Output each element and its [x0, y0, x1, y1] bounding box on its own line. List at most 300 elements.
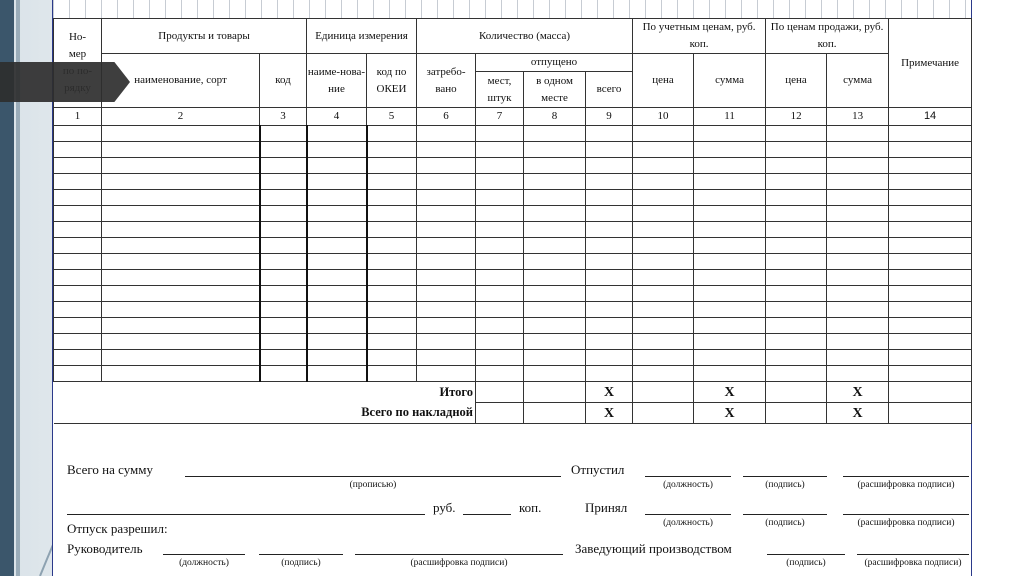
table-cell[interactable] [889, 206, 972, 222]
table-cell[interactable] [307, 190, 367, 206]
total-cell[interactable] [633, 403, 694, 424]
decoding-caption: (расшифровка подписи) [857, 480, 955, 490]
table-cell[interactable] [476, 238, 524, 254]
table-cell[interactable] [54, 222, 102, 238]
manager-signature-field[interactable] [767, 540, 845, 555]
table-cell[interactable] [524, 206, 586, 222]
table-cell[interactable] [54, 206, 102, 222]
col-num: 13 [827, 108, 889, 126]
total-cell[interactable] [766, 382, 827, 403]
table-cell[interactable] [633, 222, 694, 238]
decoding-caption: (расшифровка подписи) [857, 518, 955, 528]
table-cell[interactable] [417, 190, 476, 206]
table-cell[interactable] [633, 206, 694, 222]
table-cell[interactable] [827, 238, 889, 254]
table-cell[interactable] [766, 126, 827, 142]
table-cell[interactable] [102, 158, 260, 174]
table-cell[interactable] [827, 206, 889, 222]
table-cell[interactable] [827, 142, 889, 158]
table-row [54, 142, 972, 158]
sum-in-words-field[interactable] [185, 462, 561, 477]
total-cell[interactable] [889, 403, 972, 424]
table-cell[interactable] [260, 238, 307, 254]
table-cell[interactable] [476, 222, 524, 238]
table-cell[interactable] [307, 302, 367, 318]
table-cell[interactable] [476, 142, 524, 158]
table-cell[interactable] [586, 366, 633, 382]
table-cell[interactable] [367, 126, 417, 142]
number-label: Но-мер [68, 31, 87, 60]
table-cell[interactable] [260, 206, 307, 222]
itogo-row [54, 382, 972, 403]
table-cell[interactable] [524, 350, 586, 366]
table-cell[interactable] [889, 126, 972, 142]
table-cell[interactable] [54, 238, 102, 254]
x-mark: Х [586, 382, 633, 403]
table-cell[interactable] [694, 350, 766, 366]
table-cell[interactable] [827, 350, 889, 366]
table-cell[interactable] [586, 254, 633, 270]
per-place-header: в одном месте [524, 72, 586, 108]
release-allowed-label: Отпуск разрешил: [67, 521, 168, 536]
received-by-label: Принял [585, 500, 628, 515]
table-cell[interactable] [307, 142, 367, 158]
goods-table [53, 18, 972, 424]
table-cell[interactable] [827, 158, 889, 174]
table-cell[interactable] [586, 302, 633, 318]
table-cell[interactable] [417, 142, 476, 158]
received-signature-field[interactable] [743, 500, 827, 515]
table-cell[interactable] [102, 238, 260, 254]
table-cell[interactable] [54, 254, 102, 270]
table-cell[interactable] [367, 270, 417, 286]
name-grade-header: наименование, сорт [102, 54, 260, 108]
table-cell[interactable] [766, 254, 827, 270]
table-cell[interactable] [827, 318, 889, 334]
table-cell[interactable] [524, 174, 586, 190]
table-cell[interactable] [694, 254, 766, 270]
table-cell[interactable] [476, 126, 524, 142]
table-cell[interactable] [524, 254, 586, 270]
table-cell[interactable] [633, 286, 694, 302]
table-cell[interactable] [102, 334, 260, 350]
table-cell[interactable] [766, 366, 827, 382]
received-position-field[interactable] [645, 500, 731, 515]
table-cell[interactable] [694, 238, 766, 254]
table-cell[interactable] [102, 126, 260, 142]
table-cell[interactable] [417, 318, 476, 334]
table-cell[interactable] [766, 190, 827, 206]
table-cell[interactable] [766, 286, 827, 302]
table-cell[interactable] [766, 174, 827, 190]
table-cell[interactable] [476, 254, 524, 270]
table-cell[interactable] [417, 286, 476, 302]
table-cell[interactable] [54, 302, 102, 318]
table-cell[interactable] [417, 254, 476, 270]
table-cell[interactable] [307, 270, 367, 286]
total-cell[interactable] [633, 382, 694, 403]
table-cell[interactable] [889, 286, 972, 302]
table-cell[interactable] [524, 270, 586, 286]
table-cell[interactable] [417, 334, 476, 350]
table-cell[interactable] [260, 126, 307, 142]
table-cell[interactable] [694, 206, 766, 222]
table-cell[interactable] [260, 254, 307, 270]
table-row [54, 158, 972, 174]
table-cell[interactable] [633, 350, 694, 366]
table-cell[interactable] [633, 238, 694, 254]
table-cell[interactable] [102, 142, 260, 158]
table-cell[interactable] [524, 238, 586, 254]
table-cell[interactable] [633, 254, 694, 270]
table-cell[interactable] [307, 334, 367, 350]
table-cell[interactable] [694, 366, 766, 382]
table-cell[interactable] [889, 302, 972, 318]
table-cell[interactable] [417, 350, 476, 366]
position-caption: (должность) [663, 518, 713, 528]
table-cell[interactable] [766, 350, 827, 366]
table-cell[interactable] [417, 270, 476, 286]
table-cell[interactable] [102, 318, 260, 334]
table-cell[interactable] [54, 334, 102, 350]
table-cell[interactable] [827, 254, 889, 270]
head-position-field[interactable] [163, 540, 245, 555]
table-cell[interactable] [766, 238, 827, 254]
table-cell[interactable] [889, 158, 972, 174]
total-cell[interactable] [476, 382, 524, 403]
head-signature-field[interactable] [259, 540, 343, 555]
table-cell[interactable] [694, 222, 766, 238]
col-num: 7 [476, 108, 524, 126]
table-cell[interactable] [260, 190, 307, 206]
kop-label: коп. [519, 500, 542, 515]
table-cell[interactable] [307, 254, 367, 270]
released-decoding-field[interactable] [843, 462, 969, 477]
table-cell[interactable] [766, 334, 827, 350]
total-sum-label: Всего на сумму [67, 462, 153, 477]
quantity-header: Количество (масса) [417, 19, 633, 54]
table-cell[interactable] [476, 318, 524, 334]
table-cell[interactable] [307, 126, 367, 142]
table-cell[interactable] [766, 318, 827, 334]
col-num: 6 [417, 108, 476, 126]
table-cell[interactable] [476, 350, 524, 366]
col-num: 5 [367, 108, 417, 126]
table-cell[interactable] [586, 142, 633, 158]
table-cell[interactable] [694, 126, 766, 142]
total-cell[interactable] [476, 403, 524, 424]
table-cell[interactable] [367, 158, 417, 174]
table-cell[interactable] [476, 302, 524, 318]
received-decoding-field[interactable] [843, 500, 969, 515]
table-cell[interactable] [827, 270, 889, 286]
table-cell[interactable] [417, 126, 476, 142]
x-mark: Х [586, 403, 633, 424]
sum-words-field-2[interactable] [67, 500, 425, 515]
table-cell[interactable] [367, 206, 417, 222]
table-cell[interactable] [54, 190, 102, 206]
table-cell[interactable] [307, 286, 367, 302]
table-cell[interactable] [367, 142, 417, 158]
table-cell[interactable] [633, 190, 694, 206]
table-cell[interactable] [307, 238, 367, 254]
table-cell[interactable] [524, 126, 586, 142]
table-cell[interactable] [694, 158, 766, 174]
table-cell[interactable] [827, 366, 889, 382]
rub-label: руб. [433, 500, 456, 515]
table-row [54, 126, 972, 142]
table-cell[interactable] [633, 142, 694, 158]
table-cell[interactable] [889, 350, 972, 366]
table-cell[interactable] [827, 174, 889, 190]
col-num: 10 [633, 108, 694, 126]
table-cell[interactable] [54, 270, 102, 286]
table-row [54, 206, 972, 222]
table-cell[interactable] [260, 286, 307, 302]
sale-sum-header: сумма [827, 54, 889, 108]
table-cell[interactable] [766, 270, 827, 286]
table-cell[interactable] [417, 222, 476, 238]
table-cell[interactable] [260, 302, 307, 318]
table-cell[interactable] [694, 142, 766, 158]
table-cell[interactable] [260, 366, 307, 382]
table-cell[interactable] [827, 302, 889, 318]
products-header: Продукты и товары [102, 19, 307, 54]
table-cell[interactable] [307, 366, 367, 382]
table-cell[interactable] [633, 366, 694, 382]
table-cell[interactable] [476, 270, 524, 286]
table-cell[interactable] [307, 350, 367, 366]
table-cell[interactable] [633, 270, 694, 286]
table-cell[interactable] [586, 334, 633, 350]
table-cell[interactable] [586, 190, 633, 206]
col-num: 2 [102, 108, 260, 126]
table-cell[interactable] [367, 350, 417, 366]
requested-header: затребо-вано [417, 54, 476, 108]
table-cell[interactable] [524, 302, 586, 318]
places-header: мест, штук [476, 72, 524, 108]
table-cell[interactable] [694, 270, 766, 286]
table-cell[interactable] [827, 222, 889, 238]
table-cell[interactable] [766, 158, 827, 174]
note-header: Примечание [889, 19, 972, 108]
table-cell[interactable] [367, 366, 417, 382]
table-cell[interactable] [102, 206, 260, 222]
table-cell[interactable] [367, 222, 417, 238]
col-num: 8 [524, 108, 586, 126]
table-cell[interactable] [827, 190, 889, 206]
table-cell[interactable] [586, 158, 633, 174]
table-cell[interactable] [586, 318, 633, 334]
position-caption: (должность) [179, 558, 229, 568]
table-cell[interactable] [766, 206, 827, 222]
table-cell[interactable] [889, 222, 972, 238]
table-cell[interactable] [524, 318, 586, 334]
table-cell[interactable] [586, 270, 633, 286]
table-cell[interactable] [307, 174, 367, 190]
table-cell[interactable] [367, 302, 417, 318]
table-cell[interactable] [367, 174, 417, 190]
table-cell[interactable] [586, 286, 633, 302]
itogo-label: Итого [54, 382, 476, 403]
table-cell[interactable] [766, 142, 827, 158]
signature-caption: (подпись) [765, 480, 805, 490]
table-row [54, 318, 972, 334]
table-cell[interactable] [260, 270, 307, 286]
table-cell[interactable] [54, 350, 102, 366]
table-cell[interactable] [102, 222, 260, 238]
table-cell[interactable] [524, 334, 586, 350]
table-cell[interactable] [889, 238, 972, 254]
table-cell[interactable] [889, 318, 972, 334]
table-cell[interactable] [889, 190, 972, 206]
table-cell[interactable] [766, 222, 827, 238]
table-cell[interactable] [54, 318, 102, 334]
table-cell[interactable] [524, 286, 586, 302]
table-cell[interactable] [367, 238, 417, 254]
table-cell[interactable] [417, 302, 476, 318]
table-cell[interactable] [889, 254, 972, 270]
manager-decoding-field[interactable] [857, 540, 969, 555]
signature-caption: (подпись) [765, 518, 805, 528]
table-cell[interactable] [260, 318, 307, 334]
table-cell[interactable] [694, 286, 766, 302]
table-cell[interactable] [54, 286, 102, 302]
table-cell[interactable] [889, 334, 972, 350]
signature-caption: (подпись) [281, 558, 321, 568]
table-cell[interactable] [524, 366, 586, 382]
table-cell[interactable] [633, 126, 694, 142]
table-cell[interactable] [633, 334, 694, 350]
table-cell[interactable] [307, 158, 367, 174]
vsego-label: Всего по накладной [54, 403, 476, 424]
head-decoding-field[interactable] [355, 540, 563, 555]
table-cell[interactable] [586, 206, 633, 222]
table-cell[interactable] [260, 158, 307, 174]
table-cell[interactable] [633, 318, 694, 334]
table-row [54, 302, 972, 318]
table-cell[interactable] [54, 158, 102, 174]
table-cell[interactable] [476, 158, 524, 174]
table-cell[interactable] [417, 206, 476, 222]
table-cell[interactable] [889, 270, 972, 286]
table-row [54, 222, 972, 238]
table-cell[interactable] [694, 318, 766, 334]
table-cell[interactable] [307, 222, 367, 238]
table-cell[interactable] [586, 174, 633, 190]
table-cell[interactable] [54, 142, 102, 158]
released-header: отпущено [476, 54, 633, 72]
table-cell[interactable] [694, 190, 766, 206]
table-cell[interactable] [586, 350, 633, 366]
table-cell[interactable] [524, 222, 586, 238]
table-cell[interactable] [260, 222, 307, 238]
table-cell[interactable] [889, 366, 972, 382]
table-cell[interactable] [586, 238, 633, 254]
table-cell[interactable] [694, 334, 766, 350]
table-cell[interactable] [102, 190, 260, 206]
table-cell[interactable] [586, 222, 633, 238]
kop-field[interactable] [463, 500, 511, 515]
vsego-row [54, 403, 972, 424]
table-cell[interactable] [633, 158, 694, 174]
table-cell[interactable] [54, 366, 102, 382]
released-signature-field[interactable] [743, 462, 827, 477]
x-mark: Х [694, 403, 766, 424]
table-cell[interactable] [260, 142, 307, 158]
total-cell[interactable] [766, 403, 827, 424]
unit-header: Единица измерения [307, 19, 417, 54]
table-cell[interactable] [260, 334, 307, 350]
table-cell[interactable] [307, 318, 367, 334]
table-cell[interactable] [476, 206, 524, 222]
table-cell[interactable] [694, 174, 766, 190]
table-cell[interactable] [524, 158, 586, 174]
table-cell[interactable] [827, 126, 889, 142]
table-cell[interactable] [367, 334, 417, 350]
table-cell[interactable] [102, 286, 260, 302]
sum-header: сумма [694, 54, 766, 108]
table-cell[interactable] [260, 350, 307, 366]
table-cell[interactable] [417, 238, 476, 254]
table-cell[interactable] [102, 302, 260, 318]
table-cell[interactable] [102, 174, 260, 190]
table-cell[interactable] [476, 190, 524, 206]
table-cell[interactable] [586, 126, 633, 142]
table-cell[interactable] [367, 286, 417, 302]
table-cell[interactable] [766, 302, 827, 318]
table-cell[interactable] [367, 254, 417, 270]
total-cell[interactable] [524, 403, 586, 424]
table-cell[interactable] [889, 142, 972, 158]
table-cell[interactable] [633, 302, 694, 318]
table-cell[interactable] [524, 190, 586, 206]
table-cell[interactable] [417, 366, 476, 382]
table-cell[interactable] [633, 174, 694, 190]
table-cell[interactable] [54, 126, 102, 142]
table-cell[interactable] [827, 286, 889, 302]
total-cell[interactable] [889, 382, 972, 403]
table-cell[interactable] [694, 302, 766, 318]
table-cell[interactable] [889, 174, 972, 190]
released-position-field[interactable] [645, 462, 731, 477]
table-cell[interactable] [417, 158, 476, 174]
table-cell[interactable] [260, 174, 307, 190]
table-cell[interactable] [476, 334, 524, 350]
table-row [54, 286, 972, 302]
production-manager-label: Заведующий производством [575, 541, 732, 556]
table-cell[interactable] [102, 254, 260, 270]
code-header: код [260, 54, 307, 108]
table-cell[interactable] [476, 286, 524, 302]
in-words-caption: (прописью) [349, 480, 397, 490]
table-cell[interactable] [476, 174, 524, 190]
table-cell[interactable] [367, 190, 417, 206]
table-row [54, 270, 972, 286]
col-num: 9 [586, 108, 633, 126]
table-cell[interactable] [102, 366, 260, 382]
table-cell[interactable] [102, 270, 260, 286]
table-cell[interactable] [417, 174, 476, 190]
table-cell[interactable] [307, 206, 367, 222]
table-cell[interactable] [367, 318, 417, 334]
table-cell[interactable] [102, 350, 260, 366]
table-cell[interactable] [827, 334, 889, 350]
total-cell[interactable] [524, 382, 586, 403]
table-cell[interactable] [524, 142, 586, 158]
table-cell[interactable] [476, 366, 524, 382]
table-cell[interactable] [54, 174, 102, 190]
